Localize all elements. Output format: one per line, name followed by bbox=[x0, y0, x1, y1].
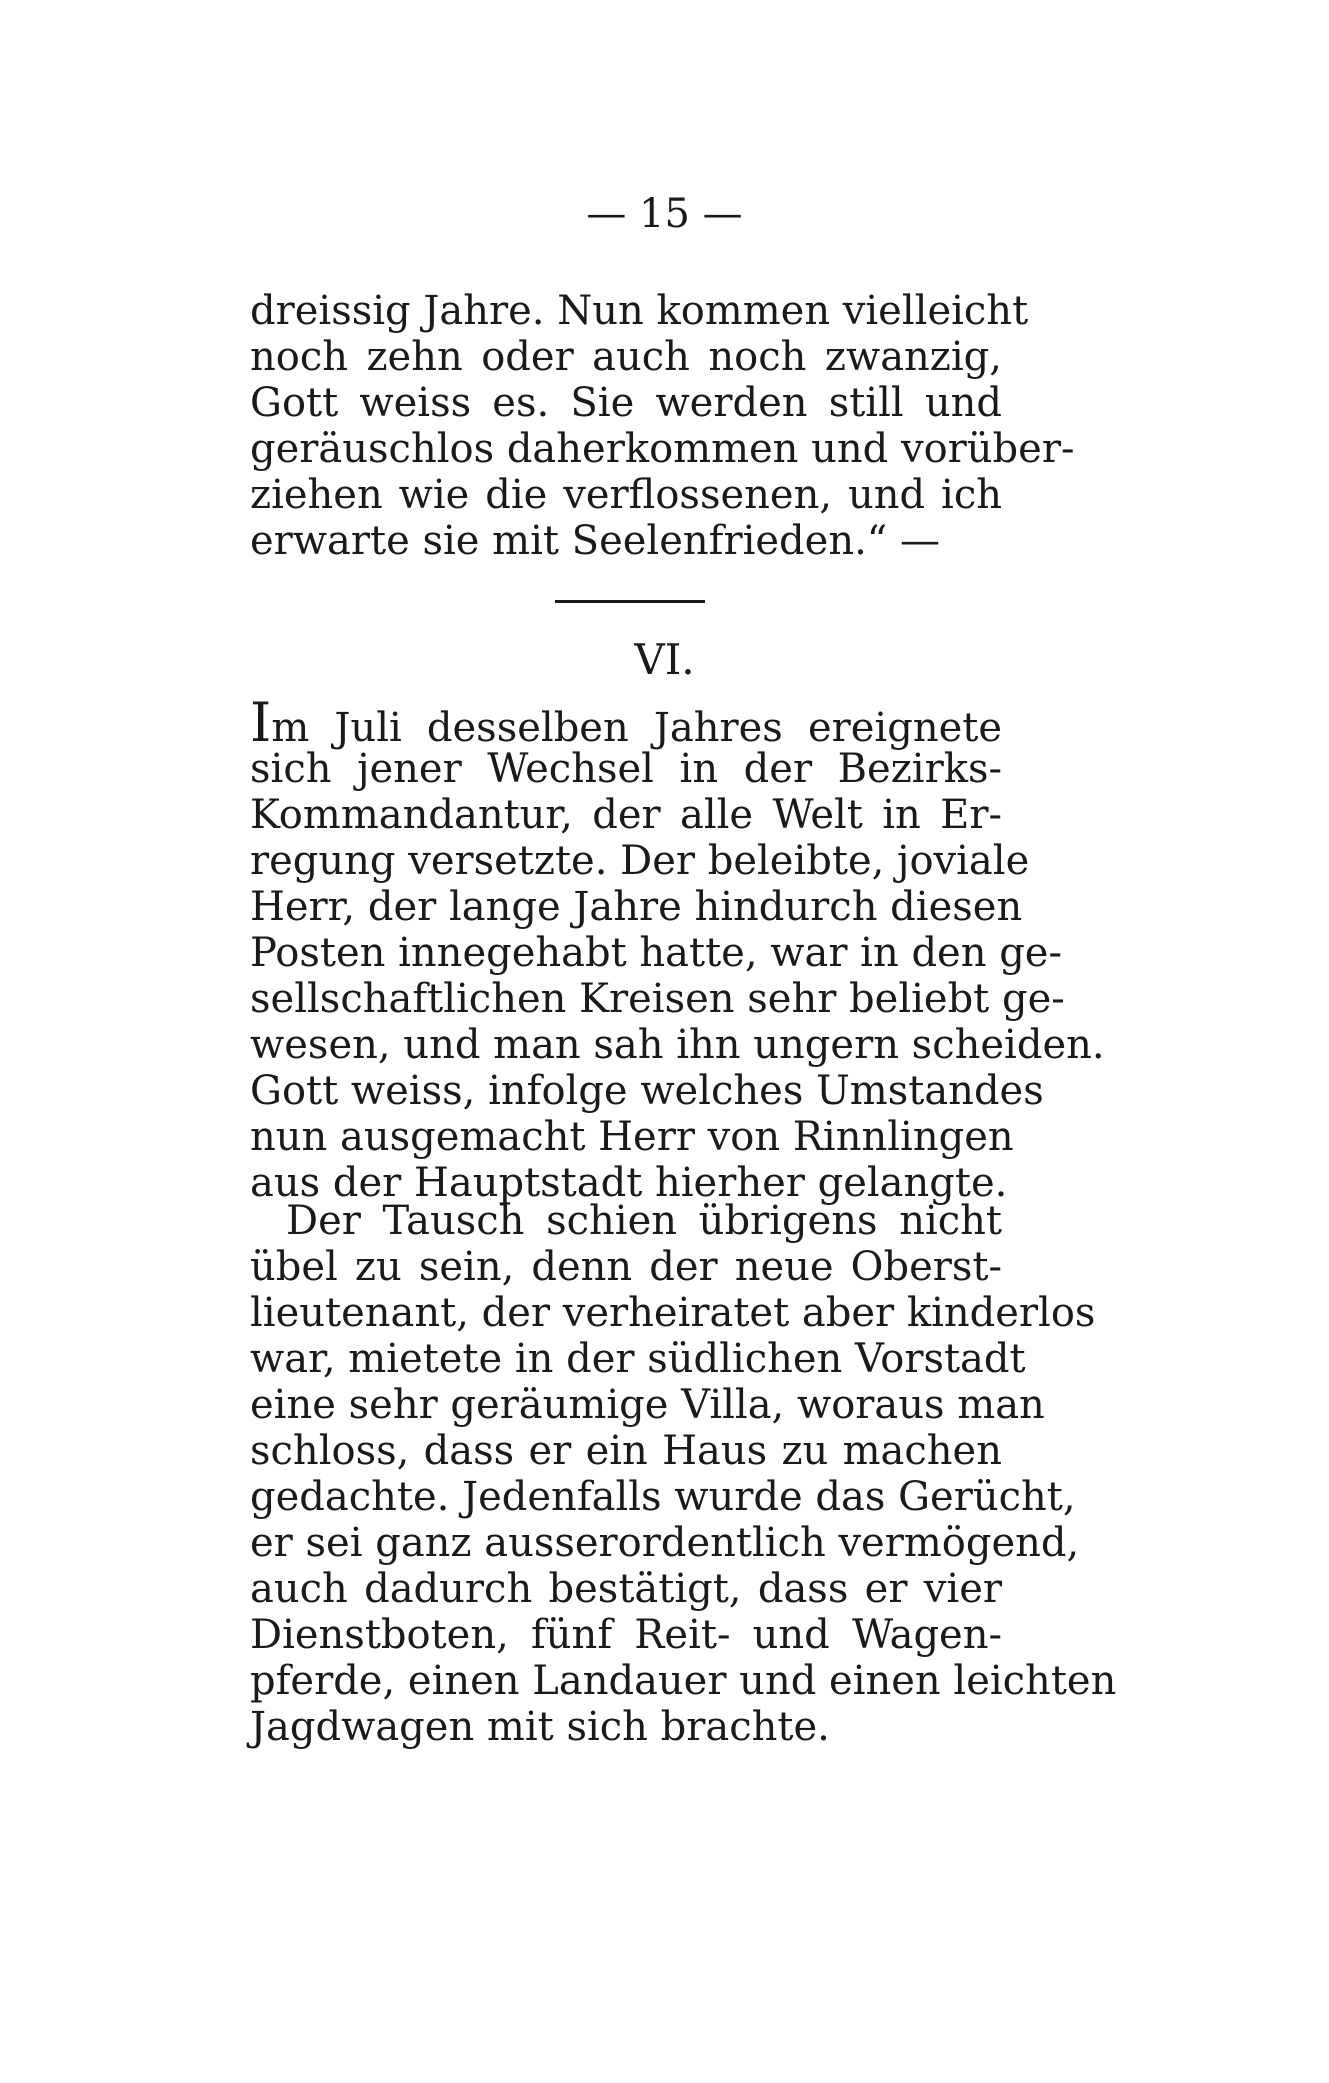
text-line: erwarte sie mit Seelenfrieden.“ — bbox=[250, 518, 940, 564]
section-heading: VI. bbox=[634, 635, 695, 684]
text-line: geräuschlos daherkommen und vorüber- bbox=[250, 426, 1075, 472]
text-line: sich jener Wechsel in der Bezirks- bbox=[250, 746, 1002, 792]
text-line: noch zehn oder auch noch zwanzig, bbox=[250, 334, 1002, 380]
text-line: wesen, und man sah ihn ungern scheiden. bbox=[250, 1022, 1105, 1068]
text-line: sellschaftlichen Kreisen sehr beliebt ge- bbox=[250, 976, 1065, 1022]
text-line: schloss, dass er ein Haus zu machen bbox=[250, 1428, 1002, 1474]
text-line: war, mietete in der südlichen Vorstadt bbox=[250, 1336, 1026, 1382]
text-line: eine sehr geräumige Villa, woraus man bbox=[250, 1382, 1045, 1428]
text-line: Dienstboten, fünf Reit- und Wagen- bbox=[250, 1612, 1002, 1658]
text-line: Jagdwagen mit sich brachte. bbox=[250, 1704, 830, 1750]
text-line: er sei ganz ausserordentlich vermögend, bbox=[250, 1520, 1080, 1566]
section-divider bbox=[555, 600, 705, 603]
text-line: Posten innegehabt hatte, war in den ge- bbox=[250, 930, 1062, 976]
page-number: — 15 — bbox=[586, 191, 743, 237]
text-line: pferde, einen Landauer und einen leichten bbox=[250, 1658, 1117, 1704]
text-line: lieutenant, der verheiratet aber kinderlos bbox=[250, 1290, 1096, 1336]
text-line: Gott weiss, infolge welches Umstandes bbox=[250, 1068, 1044, 1114]
paragraph-section-opening bbox=[250, 691, 1105, 1206]
text-line: nun ausgemacht Herr von Rinnlingen bbox=[250, 1114, 1014, 1160]
text-line: Kommandantur, der alle Welt in Er- bbox=[250, 792, 1002, 838]
text-line: Gott weiss es. Sie werden still und bbox=[250, 380, 1002, 426]
text-line: auch dadurch bestätigt, dass er vier bbox=[250, 1566, 1002, 1612]
text-line: Herr, der lange Jahre hindurch diesen bbox=[250, 884, 1023, 930]
text-line-first bbox=[250, 691, 1002, 754]
text-line: gedachte. Jedenfalls wurde das Gerücht, bbox=[250, 1474, 1076, 1520]
text-line: ziehen wie die verflossenen, und ich bbox=[250, 472, 1002, 518]
text-line: regung versetzte. Der beleibte, joviale bbox=[250, 838, 1030, 884]
text-line: Der Tausch schien übrigens nicht bbox=[286, 1198, 1002, 1244]
text-line: übel zu sein, denn der neue Oberst- bbox=[250, 1244, 1002, 1290]
first-line-text: m Juli desselben Jahres ereignete bbox=[271, 705, 1002, 751]
initial-letter: I bbox=[250, 691, 272, 754]
paragraph-third bbox=[250, 1198, 1117, 1750]
text-line: aus der Hauptstadt hierher gelangte. bbox=[250, 1160, 1008, 1206]
paragraph-continued bbox=[250, 288, 1075, 564]
text-line: dreissig Jahre. Nun kommen vielleicht bbox=[250, 288, 1029, 334]
